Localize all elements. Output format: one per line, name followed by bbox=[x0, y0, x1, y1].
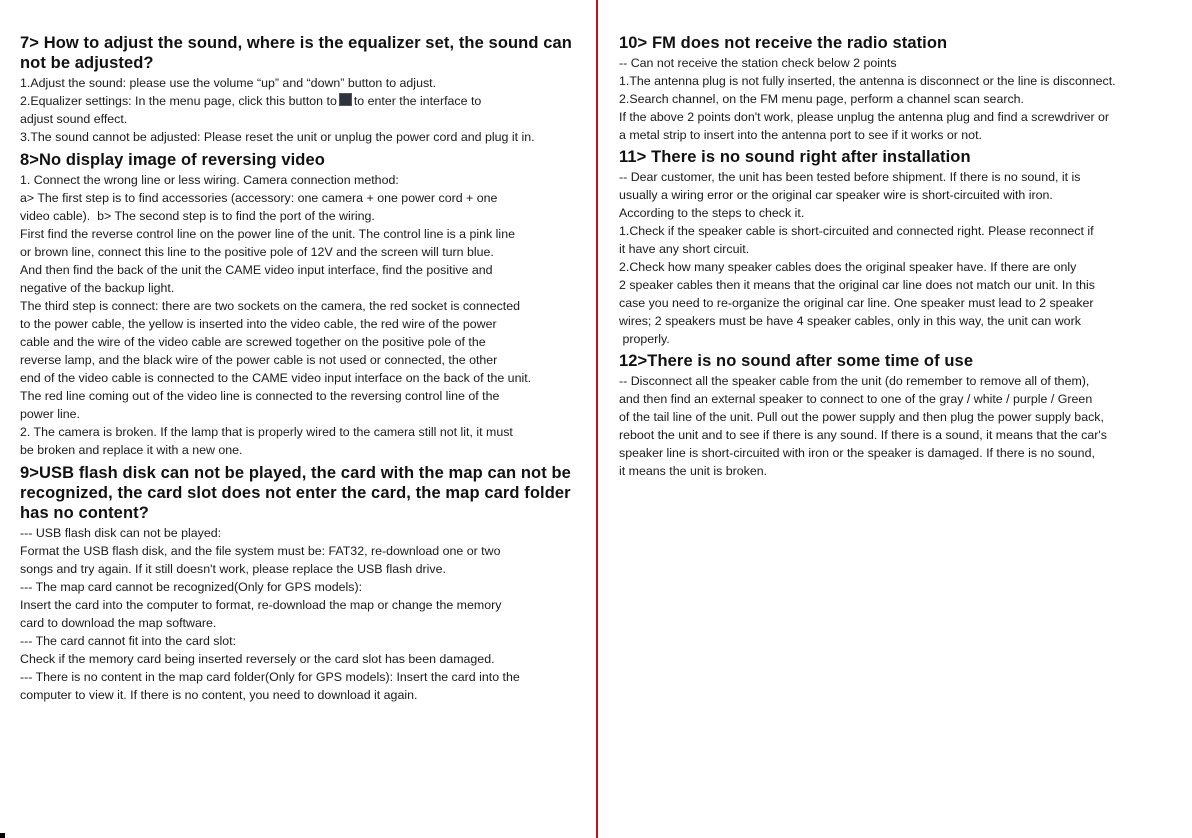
paragraph: 1.Adjust the sound: please use the volume “up” and “down” button to adjust. bbox=[20, 76, 437, 90]
equalizer-button-icon bbox=[339, 93, 352, 106]
section-title: 11> There is no sound right after installation bbox=[619, 148, 971, 166]
paragraph: 2.Search channel, on the FM menu page, perform a channel scan search. bbox=[619, 92, 1024, 106]
paragraph: a> The first step is to find accessories (accessory: one camera + one power cord + one bbox=[20, 191, 498, 205]
paragraph: -- Disconnect all the speaker cable from the unit (do remember to remove all of them), bbox=[619, 374, 1090, 388]
paragraph: of the tail line of the unit. Pull out the power supply and then plug the power supply back, bbox=[619, 410, 1104, 424]
paragraph: be broken and replace it with a new one. bbox=[20, 443, 243, 457]
paragraph: or brown line, connect this line to the positive pole of 12V and the screen will turn blue. bbox=[20, 245, 494, 259]
paragraph: songs and try again. If it still doesn't work, please replace the USB flash drive. bbox=[20, 562, 446, 576]
section-body bbox=[20, 74, 588, 146]
paragraph: The red line coming out of the video line is connected to the reversing control line of the bbox=[20, 389, 500, 403]
section-body bbox=[20, 171, 588, 459]
section-body bbox=[619, 168, 1174, 348]
paragraph: card to download the map software. bbox=[20, 616, 217, 630]
paragraph: 1.Check if the speaker cable is short-circuited and connected right. Please reconnect if bbox=[619, 224, 1094, 238]
paragraph: 2. The camera is broken. If the lamp that is properly wired to the camera still not lit, it must bbox=[20, 425, 513, 439]
paragraph: negative of the backup light. bbox=[20, 281, 175, 295]
paragraph: Format the USB flash disk, and the file system must be: FAT32, re-download one or two bbox=[20, 544, 501, 558]
section-body bbox=[20, 524, 588, 704]
paragraph: First find the reverse control line on the power line of the unit. The control line is a pink line bbox=[20, 227, 515, 241]
corner-mark bbox=[0, 833, 5, 838]
paragraph: -- Can not receive the station check below 2 points bbox=[619, 56, 897, 70]
section-11 bbox=[619, 147, 1174, 348]
paragraph: wires; 2 speakers must be have 4 speaker cables, only in this way, the unit can work bbox=[619, 314, 1081, 328]
paragraph-with-icon bbox=[20, 92, 588, 110]
paragraph: --- The map card cannot be recognized(Only for GPS models): bbox=[20, 580, 363, 594]
paragraph-part: to enter the interface to bbox=[353, 94, 482, 108]
paragraph: speaker line is short-circuited with iron or the speaker is damaged. If there is no sound, bbox=[619, 446, 1095, 460]
paragraph: --- USB flash disk can not be played: bbox=[20, 526, 222, 540]
section-title: 12>There is no sound after some time of use bbox=[619, 352, 974, 370]
section-title: 10> FM does not receive the radio station bbox=[619, 34, 948, 52]
section-9 bbox=[20, 463, 588, 704]
paragraph: to the power cable, the yellow is inserted into the video cable, the red wire of the power bbox=[20, 317, 497, 331]
paragraph: --- The card cannot fit into the card slot: bbox=[20, 634, 237, 648]
paragraph: 1. Connect the wrong line or less wiring. Camera connection method: bbox=[20, 173, 399, 187]
paragraph: And then find the back of the unit the CAME video input interface, find the positive and bbox=[20, 263, 493, 277]
paragraph: If the above 2 points don't work, please unplug the antenna plug and find a screwdriver or bbox=[619, 110, 1110, 124]
paragraph: it have any short circuit. bbox=[619, 242, 750, 256]
paragraph: cable and the wire of the video cable are screwed together on the positive pole of the bbox=[20, 335, 486, 349]
paragraph: --- There is no content in the map card folder(Only for GPS models): Insert the card into the bbox=[20, 670, 520, 684]
paragraph: The third step is connect: there are two sockets on the camera, the red socket is connected bbox=[20, 299, 521, 313]
paragraph: end of the video cable is connected to the CAME video input interface on the back of the unit. bbox=[20, 371, 532, 385]
paragraph: 1.The antenna plug is not fully inserted, the antenna is disconnect or the line is disconnect. bbox=[619, 74, 1116, 88]
right-column bbox=[619, 33, 1174, 481]
paragraph: reverse lamp, and the black wire of the power cable is not used or connected, the other bbox=[20, 353, 498, 367]
section-body bbox=[619, 372, 1174, 480]
paragraph: power line. bbox=[20, 407, 80, 421]
section-title: 8>No display image of reversing video bbox=[20, 151, 325, 169]
paragraph: -- Dear customer, the unit has been tested before shipment. If there is no sound, it is bbox=[619, 170, 1081, 184]
paragraph: case you need to re-organize the original car line. One speaker must lead to 2 speaker bbox=[619, 296, 1094, 310]
paragraph: it means the unit is broken. bbox=[619, 464, 768, 478]
paragraph: adjust sound effect. bbox=[20, 112, 128, 126]
paragraph: computer to view it. If there is no content, you need to download it again. bbox=[20, 688, 418, 702]
paragraph: Insert the card into the computer to format, re-download the map or change the memory bbox=[20, 598, 502, 612]
paragraph: a metal strip to insert into the antenna port to see if it works or not. bbox=[619, 128, 982, 142]
section-title: 9>USB flash disk can not be played, the card with the map can not be recognized, the card slot does not enter the card, the map card folder has no content? bbox=[20, 464, 571, 522]
paragraph: Check if the memory card being inserted reversely or the card slot has been damaged. bbox=[20, 652, 495, 666]
paragraph: 2.Check how many speaker cables does the original speaker have. If there are only bbox=[619, 260, 1077, 274]
paragraph-part: 2.Equalizer settings: In the menu page, click this button to bbox=[20, 94, 337, 108]
column-divider bbox=[596, 0, 598, 838]
section-10 bbox=[619, 33, 1174, 144]
section-12 bbox=[619, 351, 1174, 480]
paragraph: 3.The sound cannot be adjusted: Please reset the unit or unplug the power cord and plug it in. bbox=[20, 130, 535, 144]
section-7 bbox=[20, 33, 588, 146]
section-8 bbox=[20, 150, 588, 459]
left-column bbox=[20, 33, 588, 705]
paragraph: and then find an external speaker to connect to one of the gray / white / purple / Green bbox=[619, 392, 1093, 406]
paragraph: 2 speaker cables then it means that the original car line does not match our unit. In this bbox=[619, 278, 1095, 292]
paragraph: usually a wiring error or the original car speaker wire is short-circuited with iron. bbox=[619, 188, 1053, 202]
section-title: 7> How to adjust the sound, where is the equalizer set, the sound can not be adjusted? bbox=[20, 34, 572, 72]
paragraph: properly. bbox=[619, 332, 670, 346]
paragraph: According to the steps to check it. bbox=[619, 206, 805, 220]
paragraph: video cable). b> The second step is to find the port of the wiring. bbox=[20, 209, 375, 223]
section-body bbox=[619, 54, 1174, 144]
paragraph: reboot the unit and to see if there is any sound. If there is a sound, it means that the car's bbox=[619, 428, 1107, 442]
